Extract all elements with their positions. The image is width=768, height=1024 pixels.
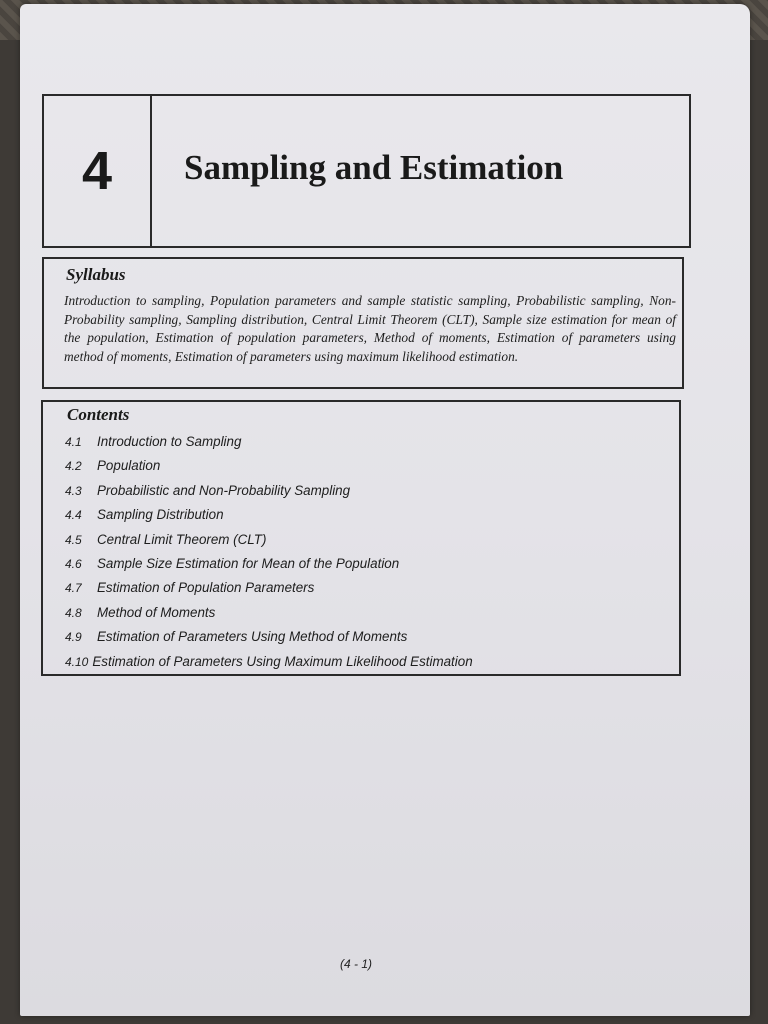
- contents-item: [65, 528, 473, 552]
- contents-item-title: Estimation of Parameters Using Method of Moments: [97, 629, 408, 645]
- contents-item-title: Central Limit Theorem (CLT): [97, 531, 267, 547]
- chapter-header-box: [42, 94, 691, 248]
- contents-item-title: Estimation of Parameters Using Maximum Likelihood Estimation: [92, 653, 473, 669]
- contents-item-title: Probabilistic and Non-Probability Sampling: [97, 482, 351, 498]
- contents-item-number: 4.6: [65, 556, 82, 571]
- contents-list: [65, 430, 473, 674]
- contents-item: [65, 454, 473, 478]
- contents-item: [65, 601, 473, 625]
- contents-item-number: 4.4: [65, 508, 82, 523]
- contents-item: [65, 430, 473, 454]
- syllabus-text: Introduction to sampling, Population parameters and sample statistic sampling, Probabilistic sampling, Non-Probability sampling, Sampling distribution, Central Limit Theorem (CLT), Sample size estimation for mean of the population, Estimation of population parameters, Method of moments, Estimation of parameters using method of moments, Estimation of parameters using maximum likelihood estimation.: [64, 293, 676, 364]
- contents-item-title: Sample Size Estimation for Mean of the Population: [97, 555, 400, 571]
- syllabus-heading: Syllabus: [66, 265, 126, 284]
- contents-item-title: Method of Moments: [97, 604, 216, 620]
- contents-item-number: 4.1: [65, 435, 82, 449]
- contents-item: [65, 650, 473, 674]
- contents-item-number: 4.2: [65, 459, 82, 474]
- contents-item-number: 4.5: [65, 532, 82, 547]
- contents-item-title: Estimation of Population Parameters: [97, 580, 315, 596]
- contents-item-title: Introduction to Sampling: [97, 434, 242, 449]
- chapter-number: 4: [44, 96, 152, 246]
- contents-item-title: Sampling Distribution: [97, 507, 224, 523]
- contents-item: [65, 576, 473, 600]
- contents-item-title: Population: [97, 458, 161, 474]
- contents-item-number: 4.9: [65, 630, 82, 645]
- chapter-title: Sampling and Estimation: [184, 148, 564, 187]
- contents-heading: Contents: [67, 405, 130, 424]
- contents-item-number: 4.7: [65, 581, 82, 596]
- contents-item-number: 4.3: [65, 483, 82, 498]
- syllabus-box: [42, 257, 684, 389]
- contents-item-number: 4.10: [65, 654, 89, 669]
- contents-item: [65, 503, 473, 527]
- contents-item: [65, 552, 473, 576]
- contents-box: [41, 400, 681, 676]
- contents-item: [65, 479, 473, 503]
- page-number: (4 - 1): [340, 957, 373, 971]
- contents-item: [65, 625, 473, 649]
- book-page: [20, 4, 750, 1016]
- contents-item-number: 4.8: [65, 605, 82, 620]
